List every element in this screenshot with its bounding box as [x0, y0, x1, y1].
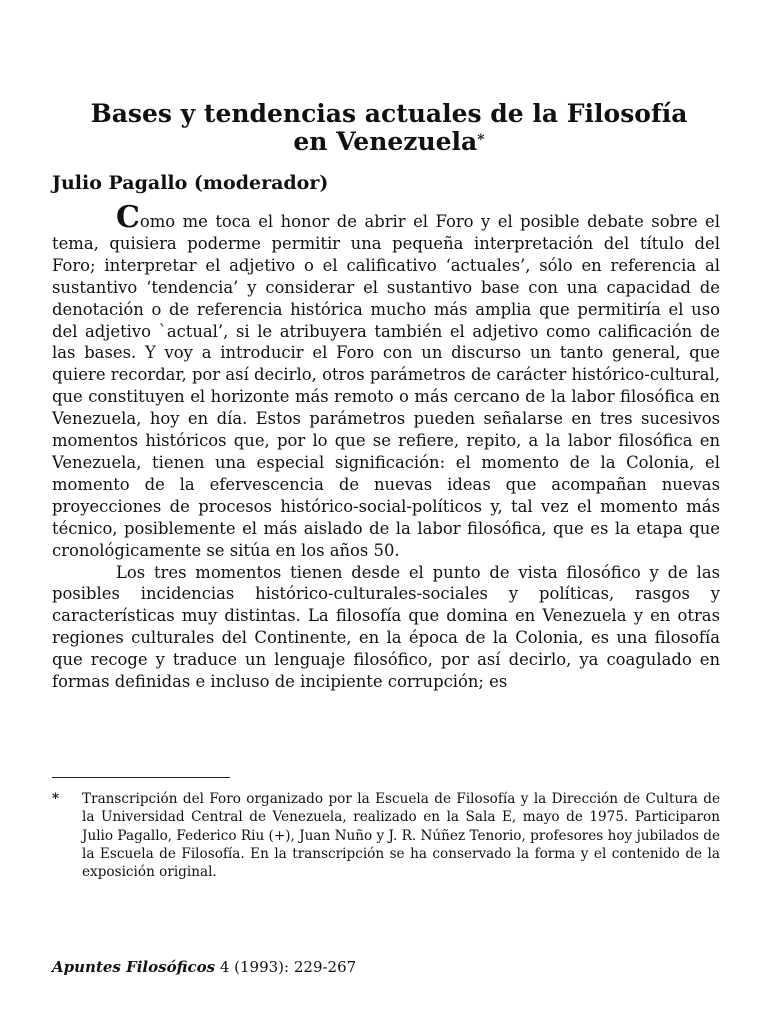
footnote-divider: [52, 777, 230, 778]
footnote-marker: *: [52, 791, 60, 807]
journal-name: Apuntes Filosóficos: [52, 958, 216, 976]
citation-details: 4 (1993): 229-267: [215, 958, 357, 976]
title-footnote-marker[interactable]: *: [477, 132, 485, 148]
paragraph-1-text: omo me toca el honor de abrir el Foro y el posible debate sobre el tema, quisiera poderme permitir una pequeña interpretación del título del Foro; interpretar el adjetivo o el calificativo ‘actuales’, sólo en referencia al sustantivo ‘tendencia’ y considerar el sustantivo base con una capacidad de denotación o de referencia histórica mucho más amplia que permitiría el uso del adjetivo `actual’, si le atribuyera también el adjetivo como calificación de las bases. Y voy a introducir el Foro con un discurso un tanto general, que quiere recordar, por así decirlo, otros parámetros de carácter histórico-cultural, que constituyen el horizonte más remoto o más cercano de la labor filosófica en Venezuela, hoy en día. Estos parámetros pueden señalarse en tres sucesivos momentos históricos que, por lo que se refiere, repito, a la labor filosófica en Venezuela, tienen una especial significación: el momento de la Colonia, el momento de la efervescencia de nuevas ideas que acompañan nuevas proyecciones de procesos histórico-social-políticos y, tal vez el momento más técnico, posiblemente el más aislado de la labor filosófica, que es la etapa que cronológicamente se sitúa en los años 50.: [52, 212, 720, 560]
title-line-1: Bases y tendencias actuales de la Filosofía: [90, 99, 688, 128]
article-title: [50, 100, 728, 155]
title-line-2: en Venezuela: [293, 127, 478, 156]
drop-cap: C: [116, 200, 140, 235]
footnote-text: Transcripción del Foro organizado por la Escuela de Filosofía y la Dirección de Cultura de la Universidad Central de Venezuela, realizado en la Sala E, mayo de 1975. Participaron Julio Pagallo, Federico Riu (+), Juan Nuño y J. R. Núñez Tenorio, profesores hoy jubilados de la Escuela de Filosofía. En la transcripción se ha conservado la forma y el contenido de la exposición original.: [82, 791, 720, 881]
paragraph-2: Los tres momentos tienen desde el punto de vista filosófico y de las posibles incidencias histórico-culturales-sociales y políticas, rasgos y características muy distintas. La filosofía que domina en Venezuela y en otras regiones culturales del Continente, en la época de la Colonia, es una filosofía que recoge y traduce un lenguaje filosófico, por así decirlo, ya coagulado en formas definidas e incluso de incipiente corrupción; es: [52, 562, 720, 692]
author-name: Julio Pagallo (moderador): [52, 172, 329, 194]
paragraph-1: [52, 200, 720, 562]
footnote: [52, 790, 720, 881]
journal-citation: [52, 958, 356, 976]
article-body: [52, 200, 720, 693]
